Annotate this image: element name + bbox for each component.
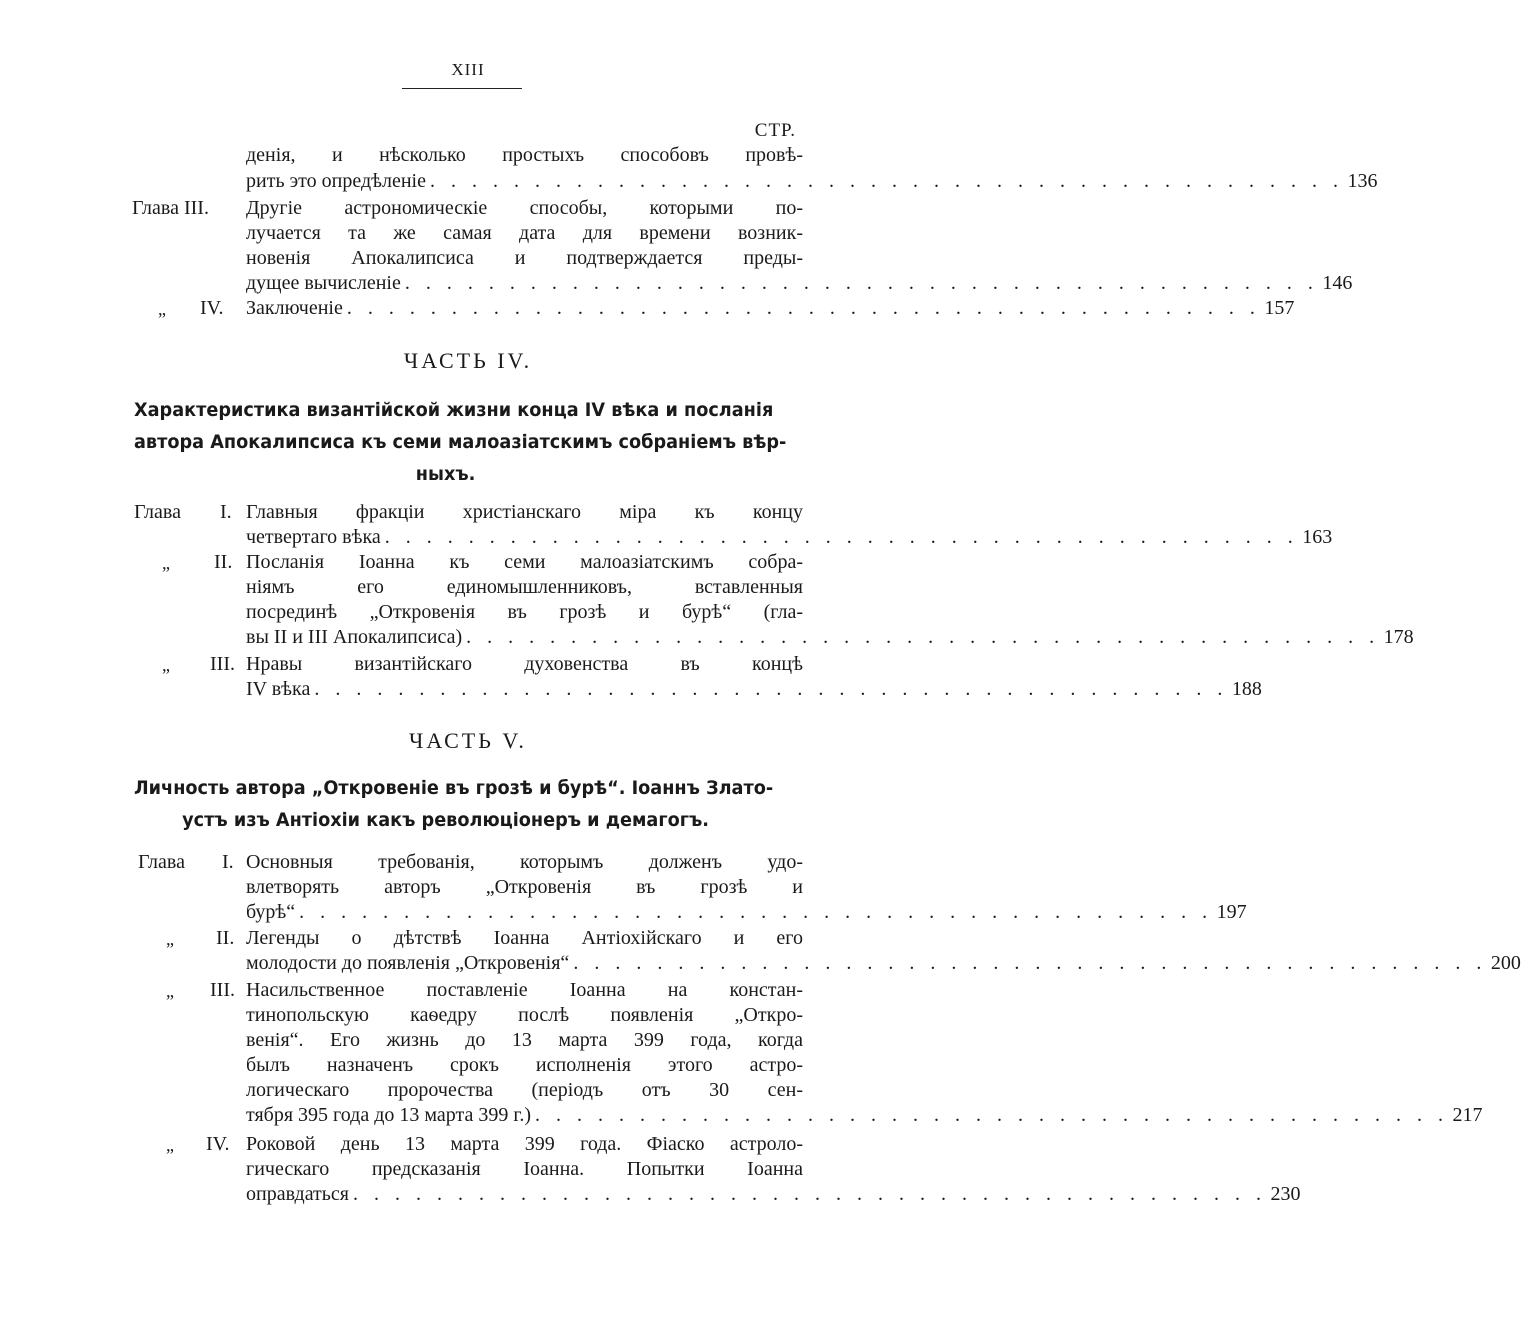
toc-line: влетворять авторъ „Откровенія въ грозѣ и	[246, 876, 803, 898]
part-heading: ЧАСТЬ IV.	[403, 348, 533, 373]
chapter-label: Глава III.	[132, 197, 209, 219]
toc-line: Легенды о дѣтствѣ Іоанна Антіохійскаго и его	[246, 927, 803, 949]
dot-leader: . . . . . . . . . . . . . . . . . . . . . . . . . . . . . . . . . . . . . . . . . . . .	[466, 626, 1380, 648]
dot-leader: . . . . . . . . . . . . . . . . . . . . . . . . . . . . . . . . . . . . . . . . . . . .	[353, 1183, 1267, 1205]
toc-line: Посланія Іоанна къ семи малоазіатскимъ собра-	[246, 551, 803, 573]
chapter-number: I.	[222, 851, 234, 873]
part-title-line: ныхъ.	[415, 463, 476, 485]
toc-line-text: тября 395 года до 13 марта 399 г.)	[246, 1104, 532, 1126]
toc-line-last	[246, 1180, 1301, 1208]
dot-leader: . . . . . . . . . . . . . . . . . . . . . . . . . . . . . . . . . . . . . . . . . . . .	[314, 678, 1228, 700]
ditto-mark: „	[166, 1135, 174, 1155]
toc-line-last	[246, 949, 1521, 977]
chapter-label: Глава	[134, 501, 181, 523]
toc-line: логическаго пророчества (періодъ отъ 30 сен-	[246, 1079, 803, 1101]
toc-line: Нравы византійскаго духовенства въ концѣ	[246, 653, 803, 675]
toc-line: былъ назначенъ срокъ исполненія этого астро-	[246, 1054, 803, 1076]
toc-line: Насильственное поставленіе Іоанна на констан-	[246, 979, 803, 1001]
dot-leader: . . . . . . . . . . . . . . . . . . . . . . . . . . . . . . . . . . . . . . . . . . . .	[429, 170, 1344, 192]
chapter-number: III.	[210, 979, 235, 1001]
toc-line-last	[246, 294, 1295, 322]
header-rule	[402, 88, 522, 89]
ditto-mark: „	[166, 929, 174, 949]
toc-line-text: IV вѣка	[246, 678, 311, 700]
toc-line: тинопольскую каѳедру послѣ появленія „Откро-	[246, 1004, 803, 1026]
part-title-line: устъ изъ Антіохіи какъ революціонеръ и демагогъ.	[182, 809, 709, 831]
toc-line-text: оправдаться	[246, 1183, 349, 1205]
ditto-mark: „	[166, 981, 174, 1001]
toc-line: Другіе астрономическіе способы, которыми по-	[246, 197, 803, 219]
chapter-label: Глава	[138, 851, 185, 873]
toc-page-number: 217	[1452, 1104, 1483, 1126]
toc-line: венія“. Его жизнь до 13 марта 399 года, когда	[246, 1029, 803, 1051]
toc-line-last	[246, 167, 1378, 195]
chapter-number: IV.	[200, 297, 224, 319]
toc-line: посрединѣ „Откровенія въ грозѣ и бурѣ“ (гла-	[246, 601, 803, 623]
toc-line-last	[246, 1101, 1483, 1129]
toc-line: ніямъ его единомышленниковъ, вставленныя	[246, 576, 803, 598]
toc-line-last	[246, 675, 1262, 703]
page-number: XIII	[451, 60, 485, 79]
toc-page-number: 136	[1347, 170, 1378, 192]
toc-line: новенія Апокалипсиса и подтверждается преды-	[246, 247, 803, 269]
toc-page-number: 200	[1490, 952, 1521, 974]
chapter-number: II.	[214, 551, 233, 573]
dot-leader: . . . . . . . . . . . . . . . . . . . . . . . . . . . . . . . . . . . . . . . . . . . .	[535, 1104, 1449, 1126]
toc-line: денія, и нѣсколько простыхъ способовъ провѣ-	[246, 144, 803, 166]
ditto-mark: „	[162, 655, 170, 675]
toc-line: гическаго предсказанія Іоанна. Попытки Іоанна	[246, 1158, 803, 1180]
part-title	[134, 394, 787, 490]
chapter-number: I.	[220, 501, 232, 523]
part-title	[134, 772, 774, 836]
toc-line-text: Заключеніе	[246, 297, 343, 319]
part-title-line: Характеристика византійской жизни конца IV вѣка и посланія	[134, 399, 774, 421]
ditto-mark: „	[158, 299, 166, 319]
toc-page-number: 157	[1264, 297, 1295, 319]
chapter-number: III.	[210, 653, 235, 675]
dot-leader: . . . . . . . . . . . . . . . . . . . . . . . . . . . . . . . . . . . . . . . . . . . .	[573, 952, 1487, 974]
part-heading: ЧАСТЬ V.	[409, 728, 527, 753]
toc-line-text: бурѣ“	[246, 901, 296, 923]
toc-line-last	[246, 623, 1414, 651]
toc-page-number: 230	[1270, 1183, 1301, 1205]
part-title-line: автора Апокалипсиса къ семи малоазіатскимъ собраніемъ вѣр-	[134, 431, 787, 453]
part-title-line: Личность автора „Откровеніе въ грозѣ и бурѣ“. Іоаннъ Злато-	[134, 777, 774, 799]
chapter-number: II.	[216, 927, 235, 949]
ditto-mark: „	[162, 553, 170, 573]
toc-page-number: 146	[1322, 272, 1353, 294]
dot-leader: . . . . . . . . . . . . . . . . . . . . . . . . . . . . . . . . . . . . . . . . . . . .	[404, 272, 1319, 294]
toc-line-text: молодости до появленія „Откровенія“	[246, 952, 570, 974]
toc-page-number: 178	[1383, 626, 1414, 648]
toc-line-last	[246, 269, 1353, 297]
dot-leader: . . . . . . . . . . . . . . . . . . . . . . . . . . . . . . . . . . . . . . . . . . . .	[299, 901, 1213, 923]
chapter-number: IV.	[206, 1133, 230, 1155]
toc-line-text: четвертаго вѣка	[246, 526, 381, 548]
dot-leader: . . . . . . . . . . . . . . . . . . . . . . . . . . . . . . . . . . . . . . . . . . . .	[384, 526, 1299, 548]
toc-line-last	[246, 898, 1247, 926]
toc-line: Основныя требованія, которымъ долженъ удо-	[246, 851, 803, 873]
page-column-header: СТР.	[754, 120, 796, 141]
toc-line-text: рить это опредѣленіе	[246, 170, 426, 192]
toc-line: Главныя фракціи христіанскаго міра къ концу	[246, 501, 803, 523]
toc-line-text: дущее вычисленіе	[246, 272, 401, 294]
toc-line-last	[246, 523, 1333, 551]
dot-leader: . . . . . . . . . . . . . . . . . . . . . . . . . . . . . . . . . . . . . . . . . . . .	[346, 297, 1261, 319]
toc-page-number: 197	[1216, 901, 1247, 923]
toc-line: лучается та же самая дата для времени возник-	[246, 222, 803, 244]
toc-line: Роковой день 13 марта 399 года. Фіаско астроло-	[246, 1133, 803, 1155]
toc-page-number: 163	[1302, 526, 1333, 548]
toc-page-number: 188	[1231, 678, 1262, 700]
toc-line-text: вы II и III Апокалипсиса)	[246, 626, 463, 648]
